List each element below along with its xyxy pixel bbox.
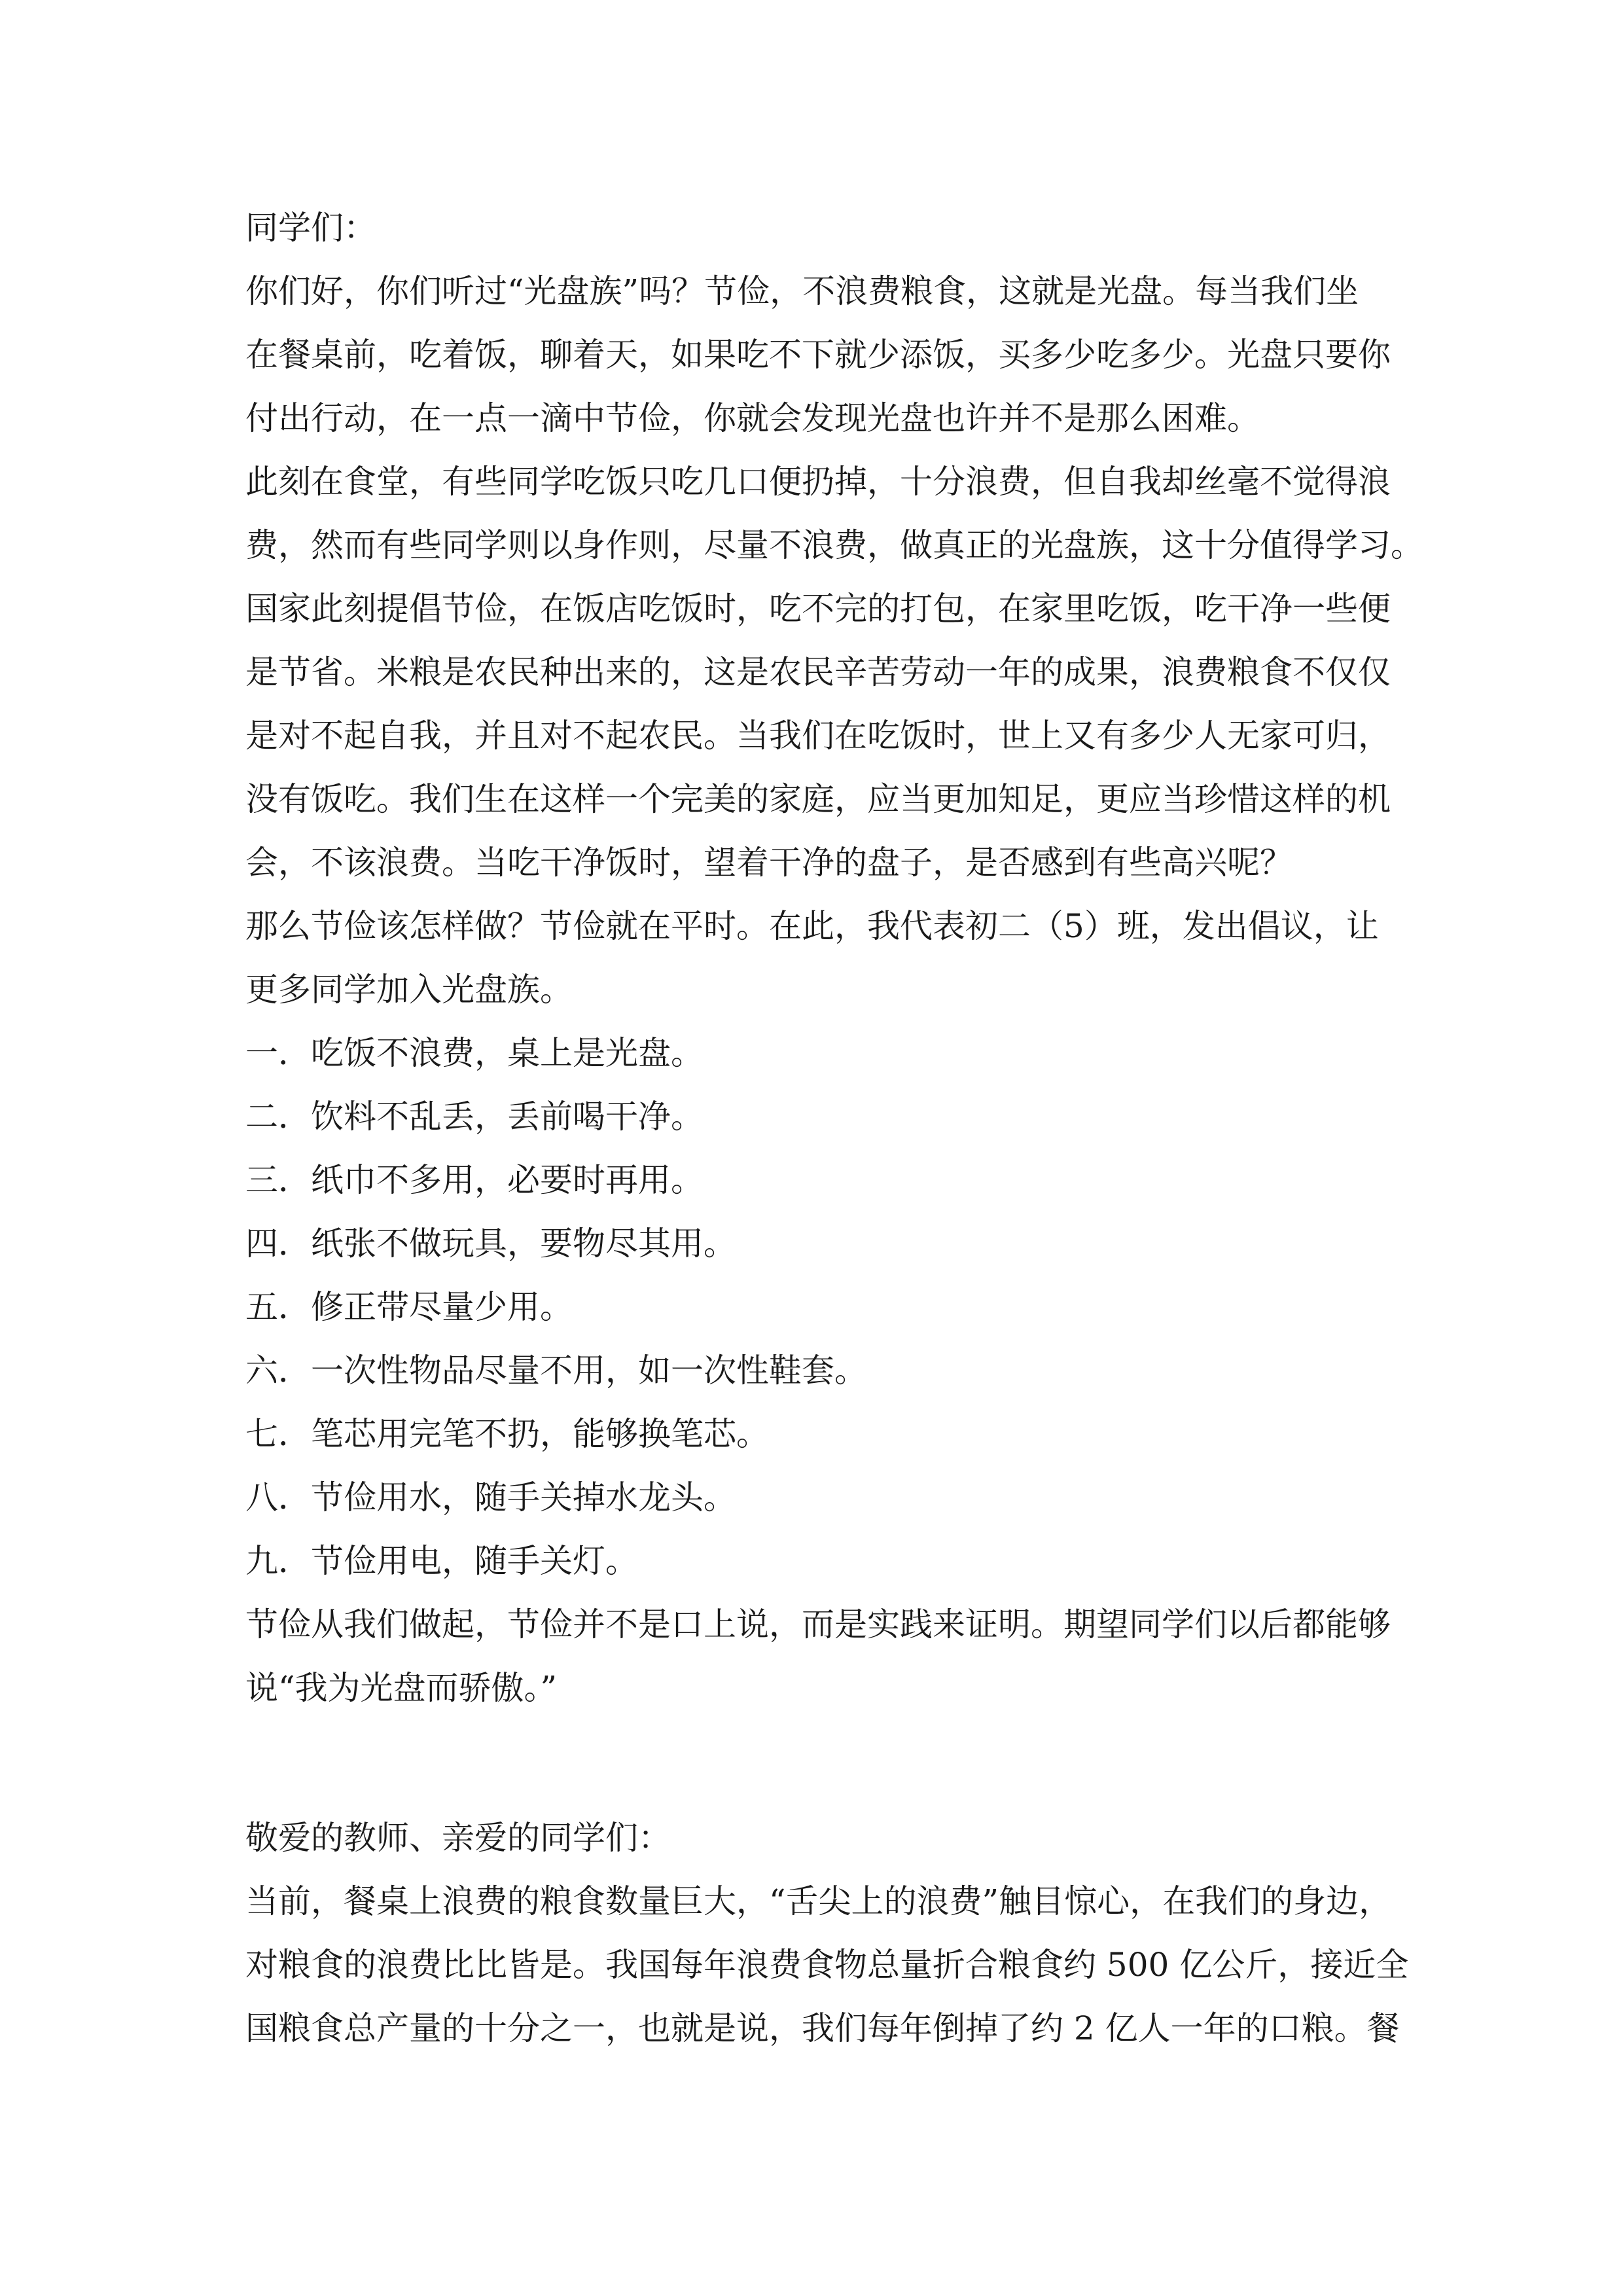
paragraph-line: 此刻在食堂，有些同学吃饭只吃几口便扔掉，十分浪费，但自我却丝毫不觉得浪: [245, 463, 1391, 501]
paragraph-line: 你们好，你们听过“光盘族”吗？节俭，不浪费粮食，这就是光盘。每当我们坐: [245, 272, 1359, 310]
paragraph-line: 更多同学加入光盘族。: [245, 971, 573, 1009]
list-item: 七．笔芯用完笔不扔，能够换笔芯。: [245, 1415, 769, 1453]
speech-section-1: [245, 196, 1423, 1720]
list-item: 九．节俭用电，随手关灯。: [245, 1542, 638, 1580]
list-item: 二．饮料不乱丢，丢前喝干净。: [245, 1098, 704, 1136]
paragraph-line: 对粮食的浪费比比皆是。我国每年浪费食物总量折合粮食约 500 亿公斤，接近全: [245, 1946, 1409, 1984]
document-body: [245, 196, 1423, 2060]
paragraph-line: 付出行动，在一点一滴中节俭，你就会发现光盘也许并不是那么困难。: [245, 399, 1260, 437]
paragraph-line: 费，然而有些同学则以身作则，尽量不浪费，做真正的光盘族，这十分值得学习。: [245, 526, 1423, 564]
paragraph-line: 是节省。米粮是农民种出来的，这是农民辛苦劳动一年的成果，浪费粮食不仅仅: [245, 653, 1391, 691]
salutation: 同学们：: [245, 209, 376, 247]
paragraph-line: 会，不该浪费。当吃干净饭时，望着干净的盘子，是否感到有些高兴呢？: [245, 844, 1293, 882]
list-item: 八．节俭用水，随手关掉水龙头。: [245, 1479, 736, 1516]
speech-section-2: [245, 1806, 1409, 2060]
paragraph-line: 国家此刻提倡节俭，在饭店吃饭时，吃不完的打包，在家里吃饭，吃干净一些便: [245, 590, 1391, 628]
list-item: 三．纸巾不多用，必要时再用。: [245, 1161, 704, 1199]
list-item: 五．修正带尽量少用。: [245, 1288, 573, 1326]
paragraph-line: 是对不起自我，并且对不起农民。当我们在吃饭时，世上又有多少人无家可归，: [245, 717, 1391, 755]
salutation: 敬爱的教师、亲爱的同学们：: [245, 1819, 671, 1857]
list-item: 四．纸张不做玩具，要物尽其用。: [245, 1225, 736, 1263]
paragraph-line: 那么节俭该怎样做？节俭就在平时。在此，我代表初二（5）班，发出倡议，让: [245, 907, 1379, 945]
section-gap: [245, 1720, 1397, 1806]
paragraph-line: 国粮食总产量的十分之一，也就是说，我们每年倒掉了约 2 亿人一年的口粮。餐: [245, 2009, 1400, 2047]
paragraph-line: 当前，餐桌上浪费的粮食数量巨大，“舌尖上的浪费”触目惊心，在我们的身边，: [245, 1882, 1392, 1920]
list-item: 六．一次性物品尽量不用，如一次性鞋套。: [245, 1352, 867, 1390]
paragraph-line: 节俭从我们做起，节俭并不是口上说，而是实践来证明。期望同学们以后都能够: [245, 1605, 1391, 1643]
paragraph-line: 说“我为光盘而骄傲。”: [245, 1669, 558, 1707]
list-item: 一．吃饭不浪费，桌上是光盘。: [245, 1034, 704, 1072]
paragraph-line: 没有饭吃。我们生在这样一个完美的家庭，应当更加知足，更应当珍惜这样的机: [245, 780, 1391, 818]
paragraph-line: 在餐桌前，吃着饭，聊着天，如果吃不下就少添饭，买多少吃多少。光盘只要你: [245, 336, 1391, 374]
